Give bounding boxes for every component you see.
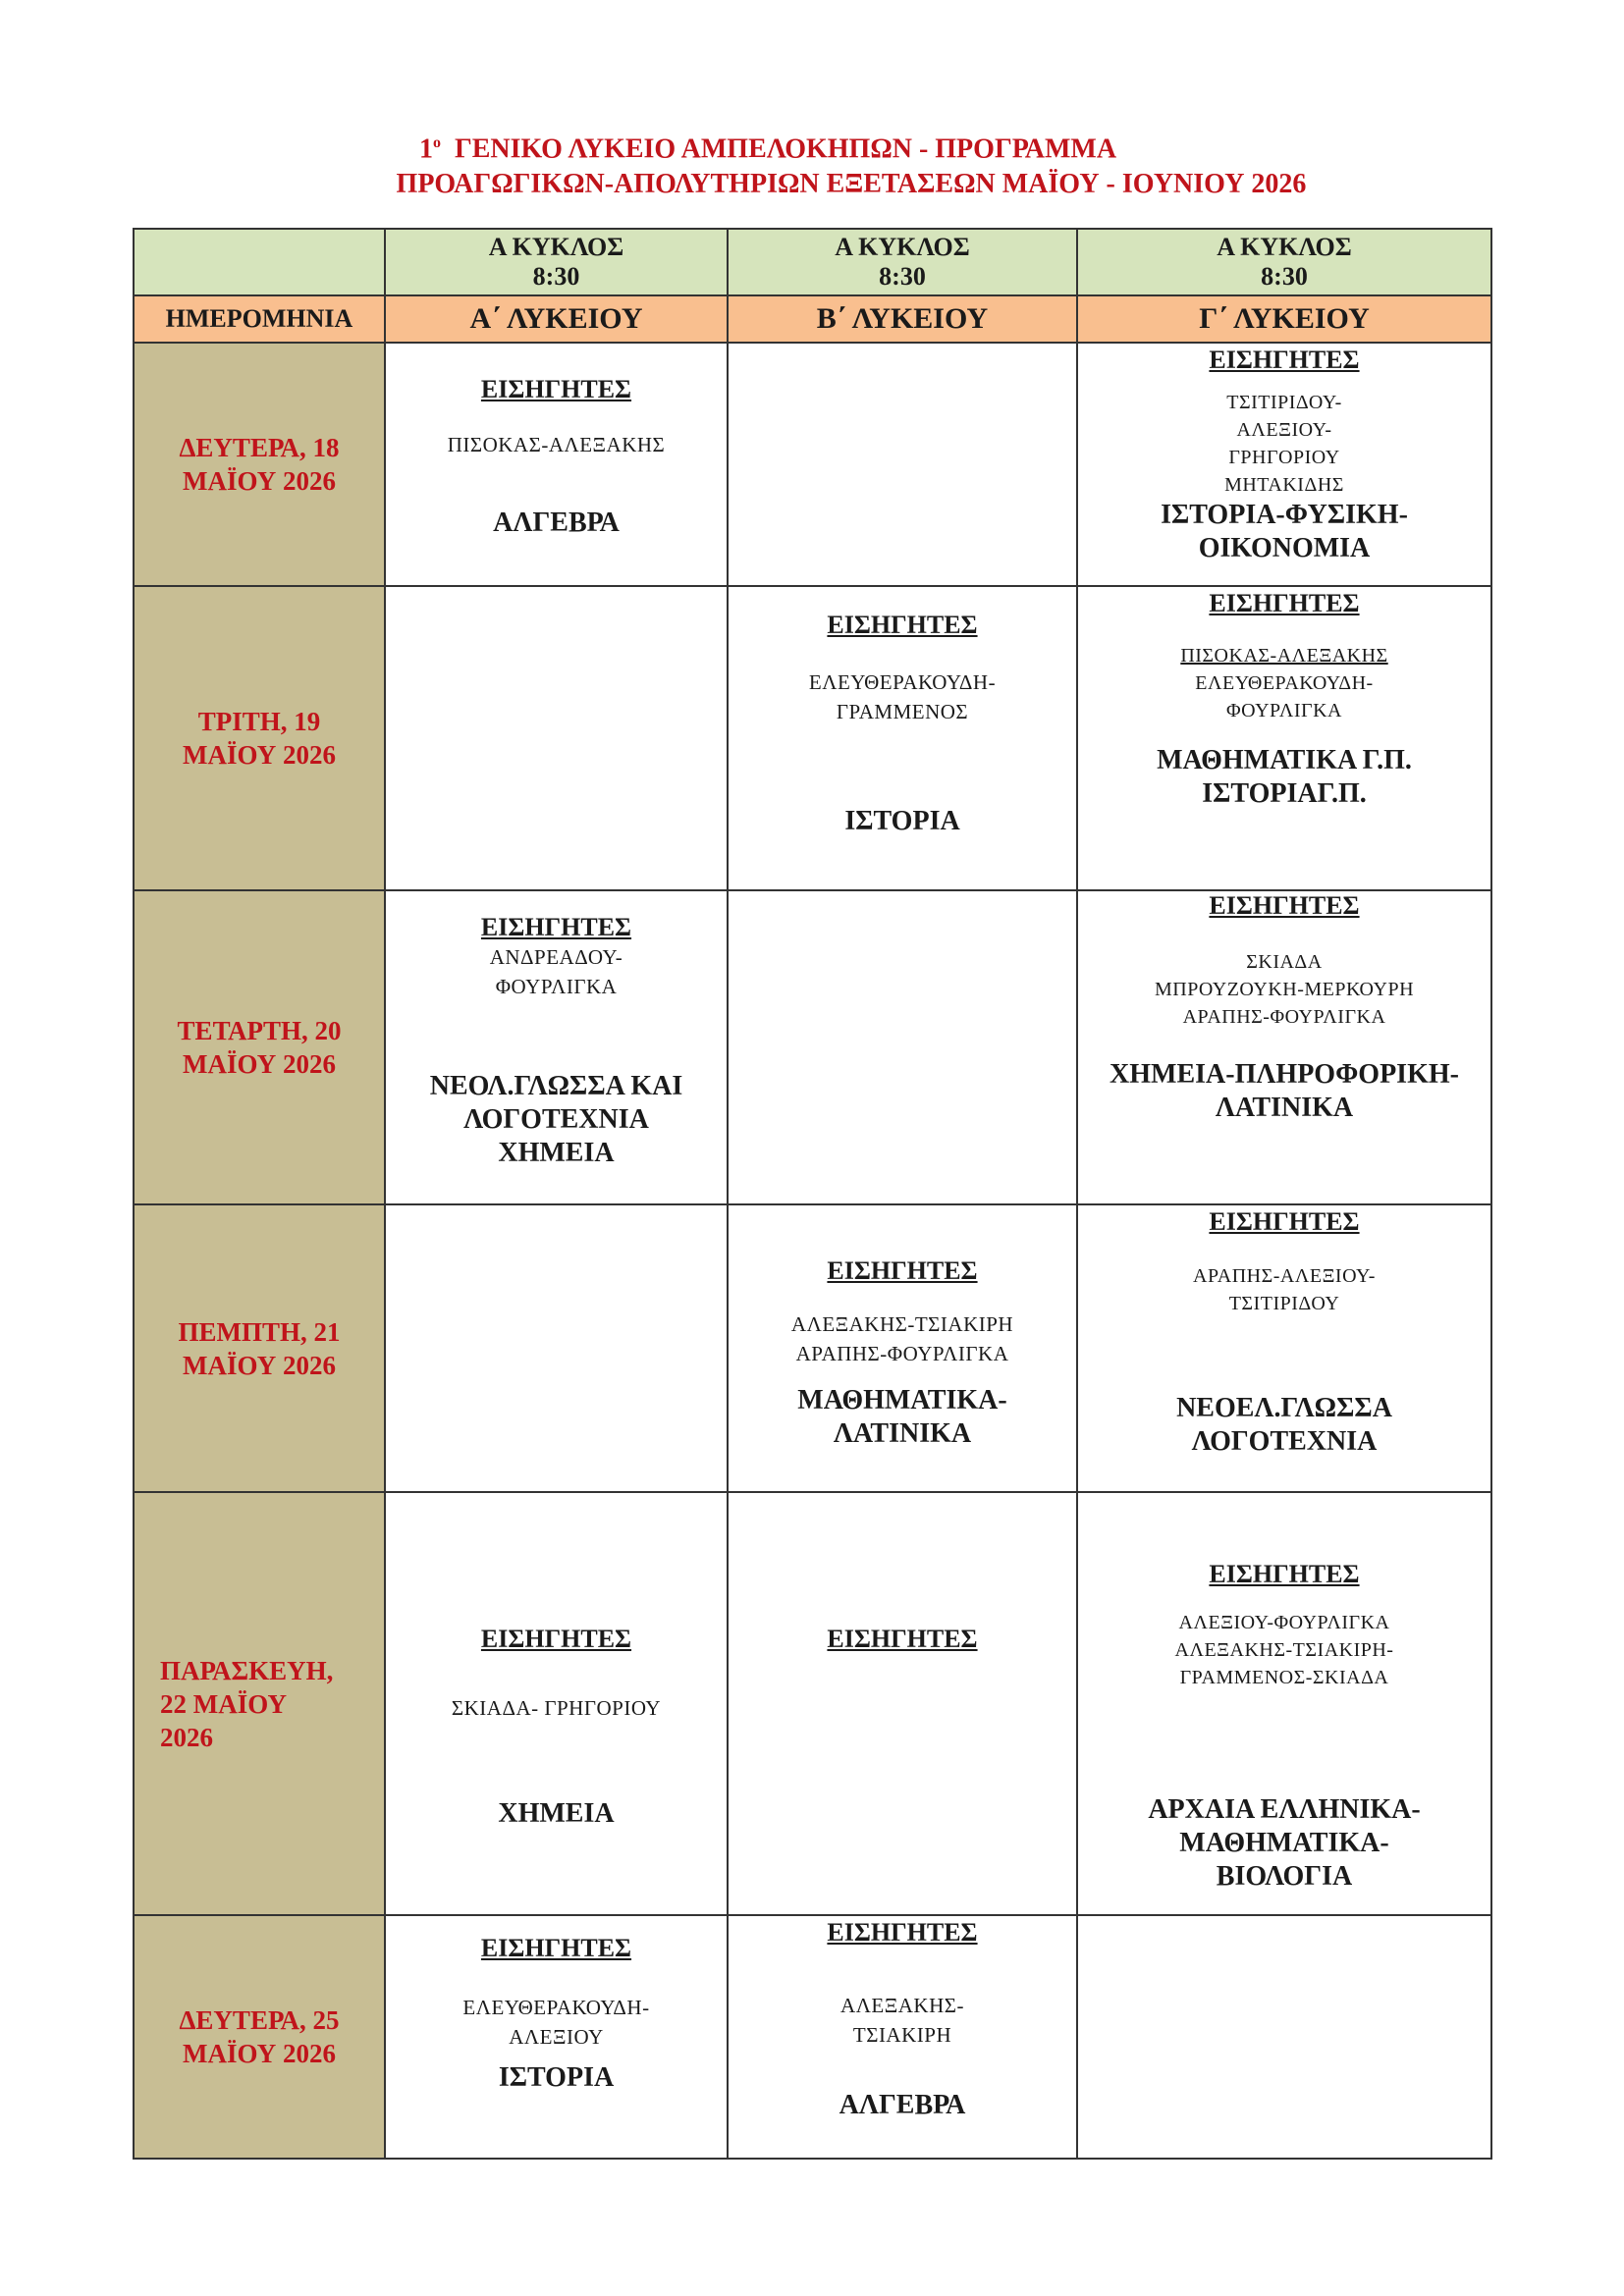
teachers-list [840,1991,964,2050]
teacher-name: ΤΣΙΤΙΡΙΔΟΥ- [1226,392,1342,413]
header-blank-cell [134,229,385,295]
exam-subject [1148,1793,1420,1894]
exam-subject-line: ΙΣΤΟΡΙΑ [498,2062,615,2093]
teacher-name: ΑΛΕΞΙΟΥ-ΦΟΥΡΛΙΓΚΑ [1178,1612,1390,1633]
exam-date-line: ΜΑΪΟΥ 2026 [182,1350,337,1380]
teacher-name: ΑΝΔΡΕΑΔΟΥ- [489,945,623,969]
date-column-header: ΗΜΕΡΟΜΗΝΙΑ [134,295,385,343]
teacher-name: ΤΣΙΑΚΙΡΗ [852,2023,952,2047]
exam-cell-c [1077,1915,1491,2159]
teacher-name: ΑΡΑΠΗΣ-ΑΛΕΞΙΟΥ- [1193,1265,1376,1287]
cycle-label: Α ΚΥΚΛΟΣ [488,233,624,261]
teacher-name: ΣΚΙΑΔΑ- ΓΡΗΓΟΡΙΟΥ [451,1696,662,1720]
exam-cell-content [1078,1493,1490,1894]
exam-cell-content [729,1916,1076,2122]
exam-subject [1161,499,1408,565]
exam-subject [839,2089,966,2122]
exam-date-line: ΜΑΪΟΥ 2026 [182,1049,337,1079]
exam-cell-content [1078,1205,1490,1459]
exam-subject-line: ΧΗΜΕΙΑ [498,1798,615,1829]
exam-subject-line: ΝΕΟΛ.ΓΛΩΣΣΑ ΚΑΙ [429,1071,683,1101]
cycle-time: 8:30 [532,262,580,291]
exam-subject-line: ΙΣΤΟΡΙΑΓ.Π. [1202,778,1367,809]
exam-cell-c [1077,1492,1491,1915]
teacher-name: ΑΛΕΞΑΚΗΣ-ΤΣΙΑΚΙΡΗ- [1174,1639,1394,1661]
exam-cell-a [385,1492,728,1915]
cycle-time: 8:30 [1261,262,1308,291]
teacher-name: ΦΟΥΡΛΙΓΚΑ [495,975,618,998]
rapporteurs-label: ΕΙΣΗΓΗΤΕΣ [1209,589,1360,617]
teacher-name: ΣΚΙΑΔΑ [1246,951,1323,973]
teachers-list [1155,948,1414,1031]
exam-subject-line: ΛΑΤΙΝΙΚΑ [833,1418,972,1449]
exam-day-row [134,1204,1491,1492]
title-line-2: ΠΡΟΑΓΩΓΙΚΩΝ-ΑΠΟΛΥΤΗΡΙΩΝ ΕΞΕΤΑΣΕΩΝ ΜΑΪΟΥ - ΙΟΥΝΙΟΥ 2026 [396,169,1307,200]
teacher-name: ΑΡΑΠΗΣ-ΦΟΥΡΛΙΓΚΑ [795,1342,1009,1365]
rapporteurs-label: ΕΙΣΗΓΗΤΕΣ [827,1625,978,1653]
exam-date-cell [134,1204,385,1492]
exam-subject-line: ΧΗΜΕΙΑ [498,1138,615,1168]
teachers-list [809,667,996,726]
teacher-name: ΠΙΣΟΚΑΣ-ΑΛΕΞΑΚΗΣ [447,433,666,456]
exam-cell-b [728,1204,1077,1492]
exam-cell-content [1078,891,1490,1125]
rapporteurs-label: ΕΙΣΗΓΗΤΕΣ [480,1934,632,1962]
exam-subject-line: ΑΛΓΕΒΡΑ [839,2090,966,2120]
exam-cell-c [1077,890,1491,1204]
exam-cell-a [385,1915,728,2159]
teacher-name: ΑΛΕΞΙΟΥ- [1236,419,1332,441]
exam-date-line: ΠΑΡΑΣΚΕΥΗ, [160,1655,334,1685]
teacher-name: ΜΗΤΑΚΙΔΗΣ [1224,474,1344,496]
exam-subject [499,2061,614,2095]
exam-subject [844,805,959,838]
exam-day-row [134,343,1491,586]
exam-day-row [134,586,1491,890]
exam-subject-line: ΜΑΘΗΜΑΤΙΚΑ- [1179,1828,1389,1858]
title-number: 1 [418,133,433,165]
teachers-list [1175,1609,1394,1691]
exam-cell-b [728,586,1077,890]
exam-date-cell [134,343,385,586]
teacher-name: ΑΛΕΞΑΚΗΣ-ΤΣΙΑΚΙΡΗ [790,1312,1014,1336]
exam-date-line: ΤΡΙΤΗ, 19 [197,707,321,736]
exam-day-row [134,890,1491,1204]
exam-date-line: ΜΑΪΟΥ 2026 [182,2039,337,2068]
grade-header-a: Α΄ ΛΥΚΕΙΟΥ [385,295,728,343]
title-superscript: ο [432,134,441,151]
exam-cell-b [728,1492,1077,1915]
exam-schedule-table [133,228,1492,2160]
teacher-name: ΤΣΙΤΙΡΙΔΟΥ [1228,1293,1340,1314]
rapporteurs-label: ΕΙΣΗΓΗΤΕΣ [827,1918,978,1947]
teacher-name: ΕΛΕΥΘΕΡΑΚΟΥΔΗ- [462,1996,650,2019]
exam-subject [797,1384,1006,1451]
cycle-cell-a [385,229,728,295]
exam-date-cell [134,1915,385,2159]
rapporteurs-label: ΕΙΣΗΓΗΤΕΣ [1209,891,1360,920]
teacher-name: ΑΛΕΞΑΚΗΣ- [840,1994,964,2017]
teachers-list [462,1993,649,2052]
cycle-cell-c [1077,229,1491,295]
exam-subject-line: ΙΣΤΟΡΙΑ-ΦΥΣΙΚΗ- [1161,500,1408,530]
exam-cell-content [386,891,727,1170]
teacher-name: ΕΛΕΥΘΕΡΑΚΟΥΔΗ- [808,670,997,694]
rapporteurs-label: ΕΙΣΗΓΗΤΕΣ [1209,346,1360,374]
exam-cell-a [385,1204,728,1492]
exam-cell-b [728,890,1077,1204]
exam-day-row [134,1915,1491,2159]
exam-subject [1176,1392,1392,1459]
teachers-list [1224,389,1344,499]
rapporteurs-label: ΕΙΣΗΓΗΤΕΣ [1209,1560,1360,1588]
exam-subject-line: ΛΑΤΙΝΙΚΑ [1215,1093,1354,1123]
exam-cell-content [729,1493,1076,1654]
exam-date-cell [134,890,385,1204]
exam-subject-line: ΧΗΜΕΙΑ-ΠΛΗΡΟΦΟΡΙΚΗ- [1110,1059,1459,1090]
exam-subject-line: ΝΕΟΕΛ.ΓΛΩΣΣΑ [1176,1393,1392,1423]
teacher-name: ΜΠΡΟΥΖΟΥΚΗ-ΜΕΡΚΟΥΡΗ [1154,979,1415,1000]
exam-subject [430,1070,683,1170]
rapporteurs-label: ΕΙΣΗΓΗΤΕΣ [1209,1207,1360,1236]
exam-subject [1110,1058,1459,1125]
teacher-name: ΓΡΑΜΜΕΝΟΣ [836,700,969,723]
exam-cell-b [728,343,1077,586]
teacher-name: ΕΛΕΥΘΕΡΑΚΟΥΔΗ- [1195,672,1374,694]
exam-subject-line: ΜΑΘΗΜΑΤΙΚΑ- [797,1385,1007,1415]
grade-header-row [134,295,1491,343]
exam-cell-c [1077,343,1491,586]
cycle-cell-b [728,229,1077,295]
rapporteurs-label: ΕΙΣΗΓΗΤΕΣ [827,1256,978,1285]
exam-subject-line: ΙΣΤΟΡΙΑ [844,806,960,836]
exam-cell-c [1077,1204,1491,1492]
exam-subject-line: ΛΟΓΟΤΕΧΝΙΑ [463,1104,649,1135]
schedule-body [134,229,1491,2159]
teachers-list [452,1693,661,1723]
exam-cell-content [1078,587,1490,811]
teacher-name: ΓΡΑΜΜΕΝΟΣ-ΣΚΙΑΔΑ [1179,1667,1389,1688]
cycle-label: Α ΚΥΚΛΟΣ [1217,233,1352,261]
cycle-label: Α ΚΥΚΛΟΣ [835,233,970,261]
exam-date-line: 2026 [160,1722,213,1752]
exam-subject-line: ΜΑΘΗΜΑΤΙΚΑ Γ.Π. [1157,745,1412,775]
exam-date-cell [134,1492,385,1915]
grade-header-c: Γ΄ ΛΥΚΕΙΟΥ [1077,295,1491,343]
title-line-1 [0,126,1624,167]
exam-cell-content [1078,344,1490,565]
exam-date-line: ΔΕΥΤΕΡΑ, 18 [179,433,340,462]
teachers-list [448,430,666,459]
exam-cell-a [385,890,728,1204]
exam-day-row [134,1492,1491,1915]
exam-date-line: 22 ΜΑΪΟΥ [160,1688,288,1719]
exam-subject-line: ΑΛΓΕΒΡΑ [493,507,620,538]
exam-subject-line: ΟΙΚΟΝΟΜΙΑ [1198,533,1371,563]
exam-date-line: ΠΕΜΠΤΗ, 21 [178,1316,341,1347]
exam-date-line: ΔΕΥΤΕΡΑ, 25 [179,2005,340,2035]
teacher-name: ΑΡΑΠΗΣ-ΦΟΥΡΛΙΓΚΑ [1182,1006,1386,1028]
teacher-name: ΠΙΣΟΚΑΣ-ΑΛΕΞΑΚΗΣ [1180,645,1388,667]
exam-cell-b [728,1915,1077,2159]
exam-cell-content [386,344,727,540]
exam-subject-line: ΒΙΟΛΟΓΙΑ [1216,1861,1353,1892]
exam-subject [493,507,620,540]
exam-subject-line: ΛΟΓΟΤΕΧΝΙΑ [1191,1426,1378,1457]
exam-cell-c [1077,586,1491,890]
exam-cell-content [729,587,1076,838]
exam-cell-content [386,1916,727,2095]
rapporteurs-label: ΕΙΣΗΓΗΤΕΣ [480,913,632,941]
exam-subject-line: ΑΡΧΑΙΑ ΕΛΛΗΝΙΚΑ- [1148,1794,1421,1825]
teacher-name: ΦΟΥΡΛΙΓΚΑ [1226,700,1342,721]
rapporteurs-label: ΕΙΣΗΓΗΤΕΣ [827,611,978,639]
exam-date-cell [134,586,385,890]
teachers-list [1193,1262,1376,1317]
teacher-name: ΑΛΕΞΙΟΥ [509,2025,604,2049]
exam-cell-content [729,1205,1076,1451]
teachers-list [1180,642,1387,724]
exam-subject [498,1797,614,1831]
grade-header-b: Β΄ ΛΥΚΕΙΟΥ [728,295,1077,343]
cycle-time: 8:30 [879,262,926,291]
exam-cell-a [385,586,728,890]
exam-date-line: ΤΕΤΑΡΤΗ, 20 [177,1016,342,1045]
exam-cell-a [385,343,728,586]
document-title [0,126,1624,202]
exam-date-line: ΜΑΪΟΥ 2026 [182,466,337,496]
exam-cell-content [386,1493,727,1831]
teachers-list [791,1309,1013,1368]
exam-subject [1157,744,1412,811]
cycle-header-row [134,229,1491,295]
exam-date-line: ΜΑΪΟΥ 2026 [182,740,337,770]
rapporteurs-label: ΕΙΣΗΓΗΤΕΣ [480,375,632,403]
teacher-name: ΓΡΗΓΟΡΙΟΥ [1228,447,1340,468]
rapporteurs-label: ΕΙΣΗΓΗΤΕΣ [480,1625,632,1653]
title-text-1: ΓΕΝΙΚΟ ΛΥΚΕΙΟ ΑΜΠΕΛΟΚΗΠΩΝ - ΠΡΟΓΡΑΜΜΑ [454,133,1117,165]
teachers-list [490,942,623,1001]
